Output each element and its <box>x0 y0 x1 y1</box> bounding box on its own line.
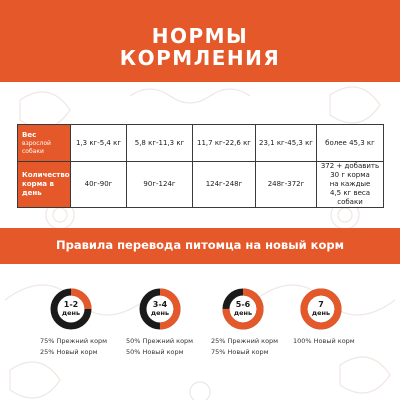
table-row-weight <box>18 125 384 162</box>
stage-ratio-text <box>293 336 355 347</box>
page-title-line-1: НОРМЫ <box>151 24 249 48</box>
stage-day-word: день <box>233 309 253 317</box>
table-cell: 1,3 кг-5,4 кг <box>71 125 127 162</box>
page-title-line-2: КОРМЛЕНИЯ <box>119 46 281 70</box>
ring-label <box>50 300 92 318</box>
old-food-line: 100% Новый корм <box>293 337 355 345</box>
amount-label: Количество корма в день <box>22 171 70 197</box>
stage-day-word: день <box>150 309 170 317</box>
stage-day-word: день <box>61 309 81 317</box>
cell-line: на каждые <box>329 180 371 188</box>
transition-rules-title: Правила перевода питомца на новый корм <box>55 238 345 252</box>
progress-ring <box>222 288 264 330</box>
cell-line: 372 + добавить <box>320 162 380 170</box>
stage-ratio-text <box>40 336 107 358</box>
stage-days: 5-6 <box>235 300 251 309</box>
table-cell: 5,8 кг-11,3 кг <box>127 125 193 162</box>
ring-label <box>222 300 264 318</box>
new-food-line: 25% Новый корм <box>40 348 98 356</box>
weight-label-main: Вес <box>22 130 37 139</box>
amount-row-label <box>18 162 71 208</box>
table-cell: 23,1 кг-45,3 кг <box>256 125 317 162</box>
table-cell-over-45 <box>317 162 384 208</box>
table-cell: 11,7 кг-22,6 кг <box>193 125 256 162</box>
header-banner <box>0 0 400 82</box>
new-food-line: 75% Новый корм <box>211 348 269 356</box>
transition-rules-banner <box>0 228 400 264</box>
table-cell: 248г-372г <box>256 162 317 208</box>
stage-ratio-text <box>211 336 278 358</box>
stage-ratio-text <box>126 336 193 358</box>
table-cell: 90г-124г <box>127 162 193 208</box>
old-food-line: 25% Прежний корм <box>211 337 279 345</box>
stage-days: 3-4 <box>152 300 168 309</box>
weight-label-sub: взрослой собаки <box>22 139 51 155</box>
cell-line: 4,5 кг веса собаки <box>329 189 371 206</box>
progress-ring <box>50 288 92 330</box>
cell-line: 30 г корма <box>330 171 370 179</box>
ring-label <box>139 300 181 318</box>
stage-days: 1-2 <box>63 300 79 309</box>
table-row-amount <box>18 162 384 208</box>
weight-row-label <box>18 125 71 162</box>
new-food-line: 50% Новый корм <box>126 348 184 356</box>
table-cell: 40г-90г <box>71 162 127 208</box>
table-cell: более 45,3 кг <box>317 125 384 162</box>
progress-ring <box>300 288 342 330</box>
ring-label <box>300 300 342 318</box>
feeding-norms-table <box>17 124 384 208</box>
table-cell: 124г-248г <box>193 162 256 208</box>
stage-day-word: день <box>311 309 331 317</box>
old-food-line: 75% Прежний корм <box>40 337 108 345</box>
progress-ring <box>139 288 181 330</box>
old-food-line: 50% Прежний корм <box>126 337 194 345</box>
stage-days: 7 <box>318 300 324 309</box>
